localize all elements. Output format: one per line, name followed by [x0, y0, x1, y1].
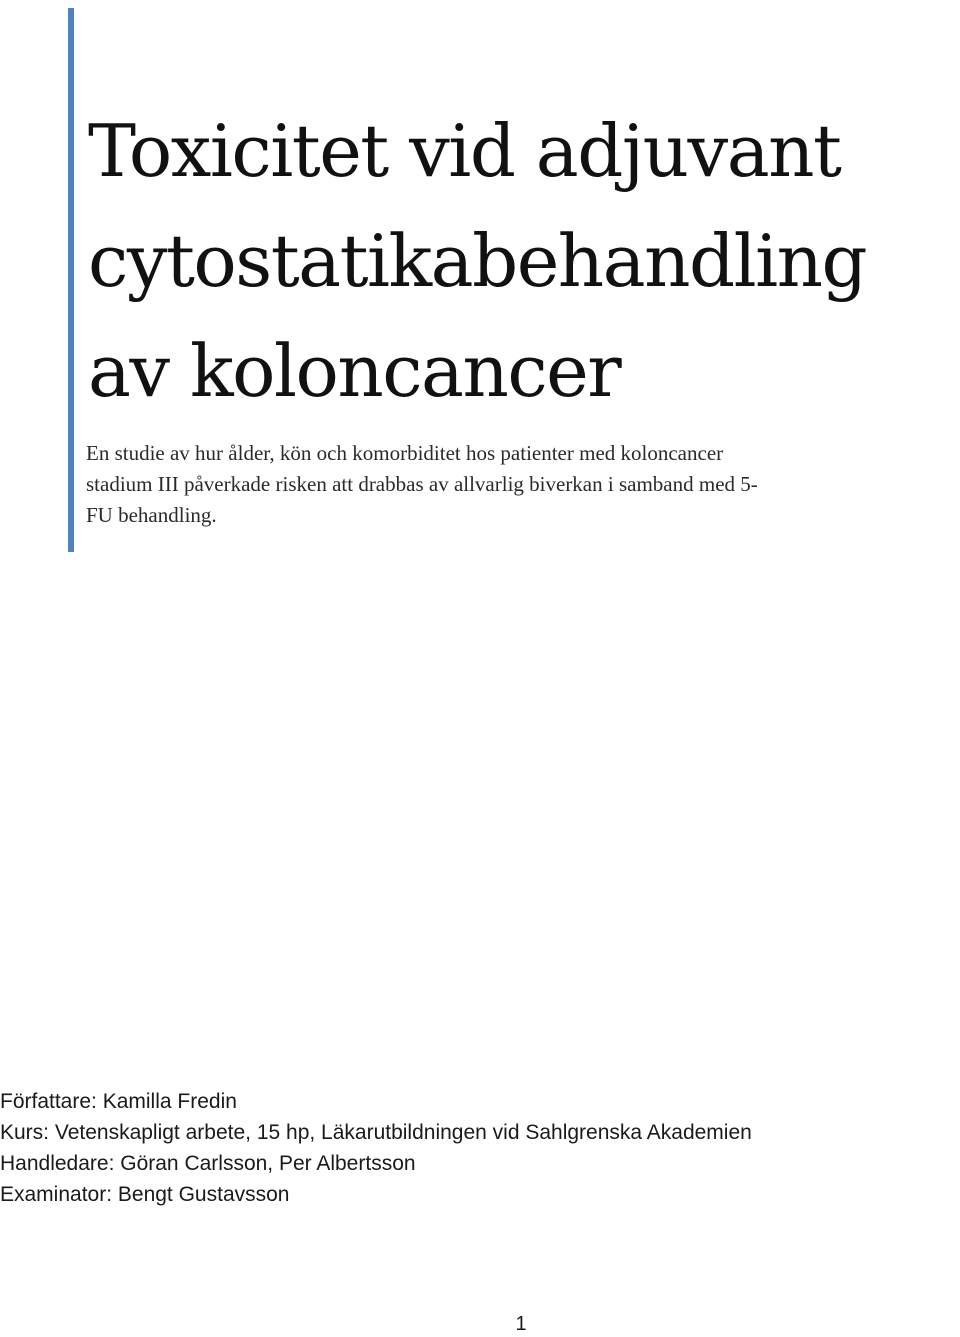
title-line-1: Toxicitet vid adjuvant: [88, 109, 841, 193]
page-number: 1: [515, 1313, 527, 1335]
subtitle-line-3: FU behandling.: [86, 503, 217, 527]
subtitle-line-1: En studie av hur ålder, kön och komorbiditet hos patienter med koloncancer: [86, 441, 724, 465]
title-accent-bar: [68, 8, 74, 552]
subtitle-line-2: stadium III påverkade risken att drabbas av allvarlig biverkan i samband med 5-: [86, 472, 758, 496]
author-line: Författare: Kamilla Fredin: [0, 1090, 237, 1113]
document-title: [88, 96, 956, 426]
supervisors-line: Handledare: Göran Carlsson, Per Albertsson: [0, 1152, 416, 1175]
title-line-2: cytostatikabehandling: [88, 219, 867, 303]
examiner-line: Examinator: Bengt Gustavsson: [0, 1183, 290, 1206]
credits-block: [0, 1086, 752, 1210]
document-subtitle: [86, 438, 952, 531]
title-line-3: av koloncancer: [88, 329, 621, 413]
course-line: Kurs: Vetenskapligt arbete, 15 hp, Läkarutbildningen vid Sahlgrenska Akademien: [0, 1121, 752, 1144]
